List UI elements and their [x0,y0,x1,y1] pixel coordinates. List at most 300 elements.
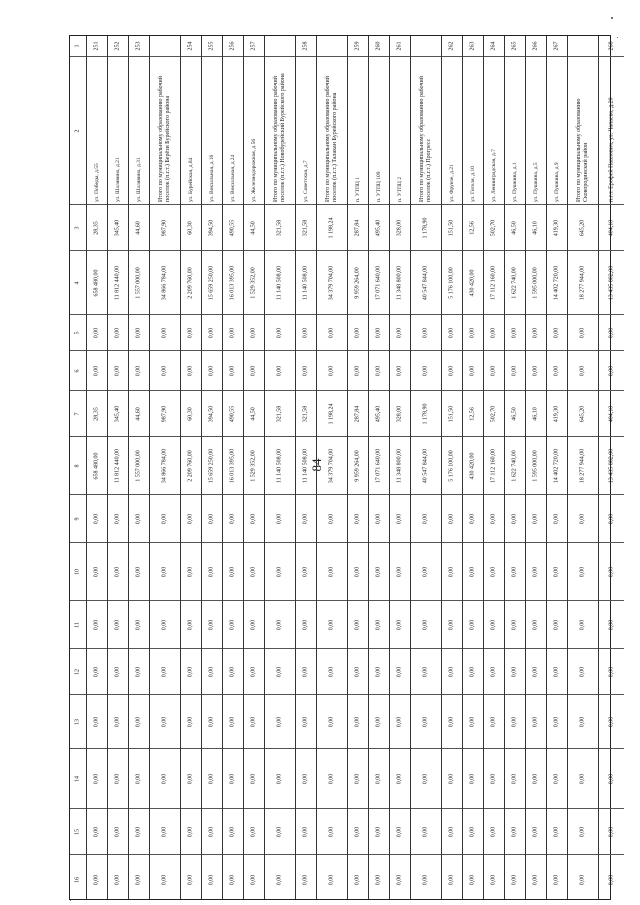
cell-text: 0,00 [396,566,403,577]
table-cell [181,494,201,542]
table-cell [442,808,462,854]
table-row [347,36,368,899]
cell-text: 0,00 [114,619,121,630]
table-cell [150,204,180,250]
cell-text: 0,00 [490,716,497,727]
table-cell [411,390,441,436]
table-cell [599,204,624,250]
table-cell [181,542,201,600]
cell-text: 0,00 [469,874,476,886]
cell-text: 0,00 [532,666,539,677]
cell-text: 0,00 [469,716,476,727]
cell-text: 44,50 [250,220,257,235]
table-row [389,36,410,899]
table-cell [108,36,128,56]
cell-text: 0,00 [187,619,194,630]
cell-text: 1 529 352,00 [250,449,257,482]
table-cell [411,854,441,905]
table-cell [463,36,483,56]
cell-text: 987,90 [161,219,168,236]
table-cell [317,250,347,314]
table-cell [505,648,525,694]
table-cell [442,314,462,350]
table-cell [265,694,295,748]
table-cell [599,250,624,314]
table-cell [484,204,504,250]
cell-text: 11 140 508,00 [276,448,283,483]
cell-text: 404,10 [608,405,615,422]
cell-text: 0,00 [490,619,497,630]
table-cell [568,350,598,390]
table-cell [108,600,128,648]
cell-text: 0,00 [422,773,429,784]
cell-text: 11 812 440,00 [114,448,121,483]
table-cell [547,436,567,494]
table-cell [265,808,295,854]
cell-text: 0,00 [187,566,194,577]
cell-text: 0,00 [93,619,100,630]
cell-text: 15 659 250,00 [208,265,215,300]
table-cell [442,56,462,204]
cell-text: 0,00 [114,716,121,727]
cell-text: 0,00 [93,874,100,886]
table-cell [463,694,483,748]
table-row [201,36,222,899]
cell-text: 0,00 [422,666,429,677]
table-cell [244,600,264,648]
cell-text: 2 209 760,00 [187,449,194,482]
cell-text: 257 [250,41,257,51]
cell-text: 0,00 [187,716,194,727]
table-cell [150,36,180,56]
table-row [128,36,149,899]
cell-text: 0,00 [302,566,309,577]
table-cell [568,494,598,542]
cell-text: 0,00 [229,365,236,376]
cell-text: 0,00 [396,666,403,677]
table-cell [129,494,149,542]
table-cell [369,314,389,350]
table-cell [108,854,128,905]
cell-text: 0,00 [553,566,560,577]
table-cell [150,694,180,748]
cell-text: 0,00 [187,666,194,677]
table-row [316,36,347,899]
table-cell [411,250,441,314]
table-cell [348,854,368,905]
table-cell [244,314,264,350]
cell-text: 8 [74,464,81,467]
table-cell [181,436,201,494]
cell-text: 0,00 [553,365,560,376]
table-cell [317,542,347,600]
table-cell [568,600,598,648]
cell-text: Итого по муниципальному образованию рабочий поселок (п.г.т.) Новобурейский Бурейского района [273,72,286,202]
table-cell [568,694,598,748]
table-cell [547,36,567,56]
cell-text: 0,00 [328,566,335,577]
cell-text: 1 622 740,00 [511,449,518,482]
table-cell [223,436,243,494]
cell-text: 0,00 [208,666,215,677]
cell-text: 0,00 [229,773,236,784]
table-cell [181,250,201,314]
cell-text: 14 402 720,00 [553,448,560,483]
cell-text: 0,00 [375,826,382,837]
cell-text: 0,00 [250,619,257,630]
cell-text: 17 071 640,00 [375,448,382,483]
table-cell [599,494,624,542]
table-cell [348,314,368,350]
table-cell [411,494,441,542]
cell-text: 287,84 [354,219,361,236]
table-cell [129,56,149,204]
table-cell [181,808,201,854]
table-cell [265,350,295,390]
cell-text: 1 557 000,00 [135,266,142,299]
cell-text: 7 [74,412,81,415]
table-cell [369,390,389,436]
cell-text: 1 595 000,00 [532,266,539,299]
table-row [180,36,201,899]
table-cell [369,36,389,56]
table-cell [244,436,264,494]
table-cell [108,350,128,390]
table-cell [202,808,222,854]
table-cell [484,542,504,600]
cell-text: 44,60 [135,406,142,421]
cell-text: 5 176 100,00 [448,266,455,299]
table-cell [411,56,441,204]
cell-text: 1 178,90 [422,403,429,424]
table-header-cell [70,390,86,436]
table-cell [150,542,180,600]
cell-text: 16 013 395,00 [229,448,236,483]
table-cell [317,314,347,350]
cell-text: 0,00 [553,666,560,677]
table-cell [599,600,624,648]
table-cell [599,748,624,808]
cell-text: 0,00 [302,365,309,376]
table-cell [463,436,483,494]
cell-text: 1 178,90 [422,217,429,238]
table-cell [265,36,295,56]
cell-text: 0,00 [276,666,283,677]
cell-text: 263 [469,41,476,51]
cell-text: 0,00 [229,566,236,577]
cell-text: 0,00 [579,365,586,376]
cell-text: 0,00 [208,619,215,630]
table-cell [463,204,483,250]
cell-text: 345,40 [114,219,121,236]
table-cell [547,600,567,648]
table-cell [108,494,128,542]
table-cell [390,36,410,56]
table-cell [108,436,128,494]
table-cell [202,542,222,600]
table-cell [484,854,504,905]
cell-text: 34 866 784,00 [161,448,168,483]
table-cell [568,56,598,204]
table-cell [369,436,389,494]
table-cell [369,350,389,390]
cell-text: 0,00 [608,773,615,784]
table-cell [390,350,410,390]
cell-text: 0,00 [422,327,429,338]
cell-text: 0,00 [579,773,586,784]
cell-text: 0,00 [375,716,382,727]
cell-text: 0,00 [375,874,382,886]
cell-text: 0,00 [276,566,283,577]
cell-text: 46,10 [532,406,539,421]
table-cell [568,250,598,314]
cell-text: 0,00 [93,716,100,727]
cell-text: 0,00 [511,327,518,338]
cell-text: 0,00 [208,365,215,376]
table-cell [317,694,347,748]
table-cell [265,56,295,204]
cell-text: 0,00 [354,874,361,886]
table-cell [129,748,149,808]
table-cell [369,808,389,854]
table-cell [526,436,546,494]
table-row [441,36,462,899]
table-header-cell [70,694,86,748]
cell-text: 495,40 [375,219,382,236]
table-cell [442,600,462,648]
table-cell [599,436,624,494]
cell-text: Итого по муниципальному образованию рабочий поселок (п.г.т.) Талакан Бурейского района [325,75,338,202]
table-cell [442,854,462,905]
cell-text: 0,00 [608,513,615,524]
table-cell [108,314,128,350]
table-cell [505,36,525,56]
table-cell [223,648,243,694]
cell-text: 259 [354,41,361,51]
table-cell [202,600,222,648]
table-cell [244,854,264,905]
cell-text: 0,00 [375,566,382,577]
table-cell [547,350,567,390]
table-cell [317,748,347,808]
cell-text: 0,00 [114,513,121,524]
cell-text: 0,00 [396,365,403,376]
cell-text: 645,20 [579,219,586,236]
table-cell [296,694,316,748]
cell-text: 11 812 440,00 [114,265,121,300]
table-cell [568,854,598,905]
table-cell [348,808,368,854]
cell-text: 0,00 [229,874,236,886]
table-header-cell [70,600,86,648]
table-cell [411,808,441,854]
data-table [69,35,615,900]
table-cell [369,56,389,204]
cell-text: 255 [208,41,215,51]
cell-text: ул. Железнодорожная, д.56 [250,138,257,202]
table-header-cell [70,748,86,808]
table-cell [223,314,243,350]
cell-text: 0,00 [448,666,455,677]
cell-text: 1 198,24 [328,403,335,424]
table-cell [463,494,483,542]
table-cell [296,390,316,436]
table-cell [547,542,567,600]
table-row [567,36,598,899]
cell-text: 0,00 [135,327,142,338]
table-cell [348,494,368,542]
cell-text: 34 379 704,00 [328,448,335,483]
table-cell [526,56,546,204]
cell-text: 0,00 [302,874,309,886]
cell-text: 0,00 [608,826,615,837]
table-cell [202,314,222,350]
cell-text: 0,00 [553,874,560,886]
cell-text: 0,00 [328,666,335,677]
cell-text: 0,00 [448,513,455,524]
table-cell [108,748,128,808]
table-cell [265,250,295,314]
table-cell [265,436,295,494]
cell-text: 1 595 000,00 [532,449,539,482]
cell-text: 0,00 [396,874,403,886]
cell-text: 11 140 508,00 [302,265,309,300]
cell-text: 0,00 [187,826,194,837]
table-cell [442,748,462,808]
table-row [86,36,107,899]
table-cell [505,600,525,648]
table-cell [87,390,107,436]
cell-text: 0,00 [250,566,257,577]
cell-text: 0,00 [161,826,168,837]
table-cell [181,600,201,648]
cell-text: 258 [302,41,309,51]
cell-text: 264 [490,41,497,51]
cell-text: Итого по муниципальному образованию рабочий поселок (п.г.т.) Берёзи Бурейского района [158,75,171,202]
page-number: 84 [309,458,324,472]
cell-text: 17 071 640,00 [375,265,382,300]
cell-text: 0,00 [114,327,121,338]
table-cell [223,204,243,250]
table-cell [202,390,222,436]
cell-text: 0,00 [490,874,497,886]
table-cell [244,36,264,56]
table-row [462,36,483,899]
cell-text: 0,00 [490,566,497,577]
cell-text: 0,00 [250,327,257,338]
cell-text: 13 435 882,00 [608,265,615,300]
table-header-cell [70,250,86,314]
table-cell [265,204,295,250]
cell-text: 0,00 [532,826,539,837]
cell-text: п. УТПЦ 2 [396,176,403,202]
cell-text: 2 [74,129,81,132]
table-cell [390,436,410,494]
table-cell [599,314,624,350]
cell-text: 44,50 [250,406,257,421]
table-cell [87,808,107,854]
cell-text: 419,30 [553,219,560,236]
table-cell [108,56,128,204]
cell-text: 0,00 [532,513,539,524]
table-cell [129,600,149,648]
table-cell [390,494,410,542]
cell-text: 0,00 [448,566,455,577]
table-cell [599,542,624,600]
table-cell [411,694,441,748]
cell-text: 0,00 [250,874,257,886]
cell-text: ул. Пушкина, д.1 [511,161,518,202]
table-cell [296,436,316,494]
table-cell [87,250,107,314]
table-header-cell [70,56,86,204]
table-cell [317,494,347,542]
cell-text: 151,50 [448,405,455,422]
cell-text: 0,00 [354,666,361,677]
cell-text: 0,00 [93,826,100,837]
table-cell [547,314,567,350]
cell-text: 14 [74,775,81,782]
table-cell [150,808,180,854]
table-cell [348,56,368,204]
table-cell [568,204,598,250]
cell-text: 9 959 264,00 [354,449,361,482]
table-cell [463,56,483,204]
table-cell [484,390,504,436]
cell-text: 0,00 [469,619,476,630]
table-cell [223,542,243,600]
cell-text: 0,00 [208,513,215,524]
table-cell [526,350,546,390]
cell-text: 14 402 720,00 [553,265,560,300]
cell-text: 0,00 [187,513,194,524]
cell-text: 46,50 [511,220,518,235]
cell-text: 0,00 [396,773,403,784]
cell-text: 0,00 [250,513,257,524]
cell-text: 328,00 [396,405,403,422]
cell-text: ул. Пушкина, д.5 [532,161,539,202]
cell-text: 0,00 [93,773,100,784]
cell-text: 252 [114,41,121,51]
cell-text: 18 277 944,00 [579,265,586,300]
table-cell [202,350,222,390]
cell-text: 0,00 [511,566,518,577]
cell-text: 17 112 160,00 [490,265,497,300]
cell-text: 0,00 [328,619,335,630]
cell-text: 0,00 [208,773,215,784]
cell-text: 0,00 [276,716,283,727]
table-cell [484,648,504,694]
table-cell [296,854,316,905]
table-cell [526,748,546,808]
table-cell [129,350,149,390]
cell-text: 0,00 [276,327,283,338]
table-cell [223,350,243,390]
table-cell [547,250,567,314]
table-cell [265,600,295,648]
table-cell [505,250,525,314]
cell-text: 0,00 [328,826,335,837]
cell-text: 1 529 352,00 [250,266,257,299]
cell-text: 44,60 [135,220,142,235]
table-cell [244,748,264,808]
cell-text: 0,00 [250,365,257,376]
cell-text: 267 [553,41,560,51]
table-cell [411,600,441,648]
table-cell [390,694,410,748]
cell-text: ул. Вокзальная, д.16 [208,154,215,202]
table-cell [150,350,180,390]
